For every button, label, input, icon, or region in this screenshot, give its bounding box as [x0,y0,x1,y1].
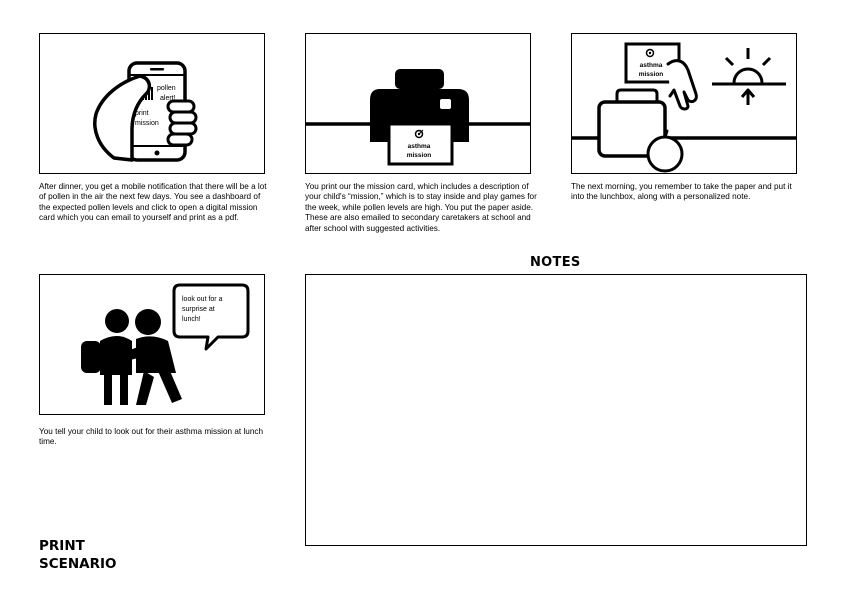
panel-parent-child [39,274,265,415]
panel-4-caption: You tell your child to look out for their asthma mission at lunch time. [39,427,264,447]
phone-hand-illustration [40,34,264,173]
bubble-text-line2: surprise at [182,306,215,313]
card-text-mission: mission [406,152,432,159]
scenario-title [39,537,117,573]
panel-printer [305,33,531,174]
parent-child-illustration [40,275,264,414]
notes-title: NOTES [530,255,581,270]
lunch-card-text-asthma: asthma [639,62,663,69]
scenario-line-2: SCENARIO [39,556,117,572]
lunchbox-illustration [572,34,796,173]
bubble-text-line1: look out for a [182,296,223,303]
panel-2-caption: You print our the mission card, which includes a description of your child's “mission,” which is to stay inside and play games for the week, while pollen levels are high. You put the paper aside. These are also emailed to secondary caretakers at school and after school with suggested activities. [305,182,537,233]
card-text-asthma: asthma [407,143,431,150]
notes-box [305,274,807,546]
bubble-text-line3: lunch! [182,316,201,323]
phone-text-print: print [135,110,149,117]
panel-lunchbox [571,33,797,174]
phone-text-alert: alert! [160,95,176,102]
panel-phone-notification [39,33,265,174]
lunch-card-text-mission: mission [638,71,664,78]
printer-illustration [306,34,530,173]
scenario-line-1: PRINT [39,538,85,554]
panel-1-caption: After dinner, you get a mobile notification that there will be a lot of pollen in the air the next few days. You see a dashboard of the expected pollen levels and click to open a digital mission card which you can email to yourself and print as a pdf. [39,182,267,223]
phone-text-mission: mission [135,120,159,127]
phone-text-pollen: pollen [157,85,176,92]
panel-3-caption: The next morning, you remember to take the paper and put it into the lunchbox, along with a personalized note. [571,182,792,202]
